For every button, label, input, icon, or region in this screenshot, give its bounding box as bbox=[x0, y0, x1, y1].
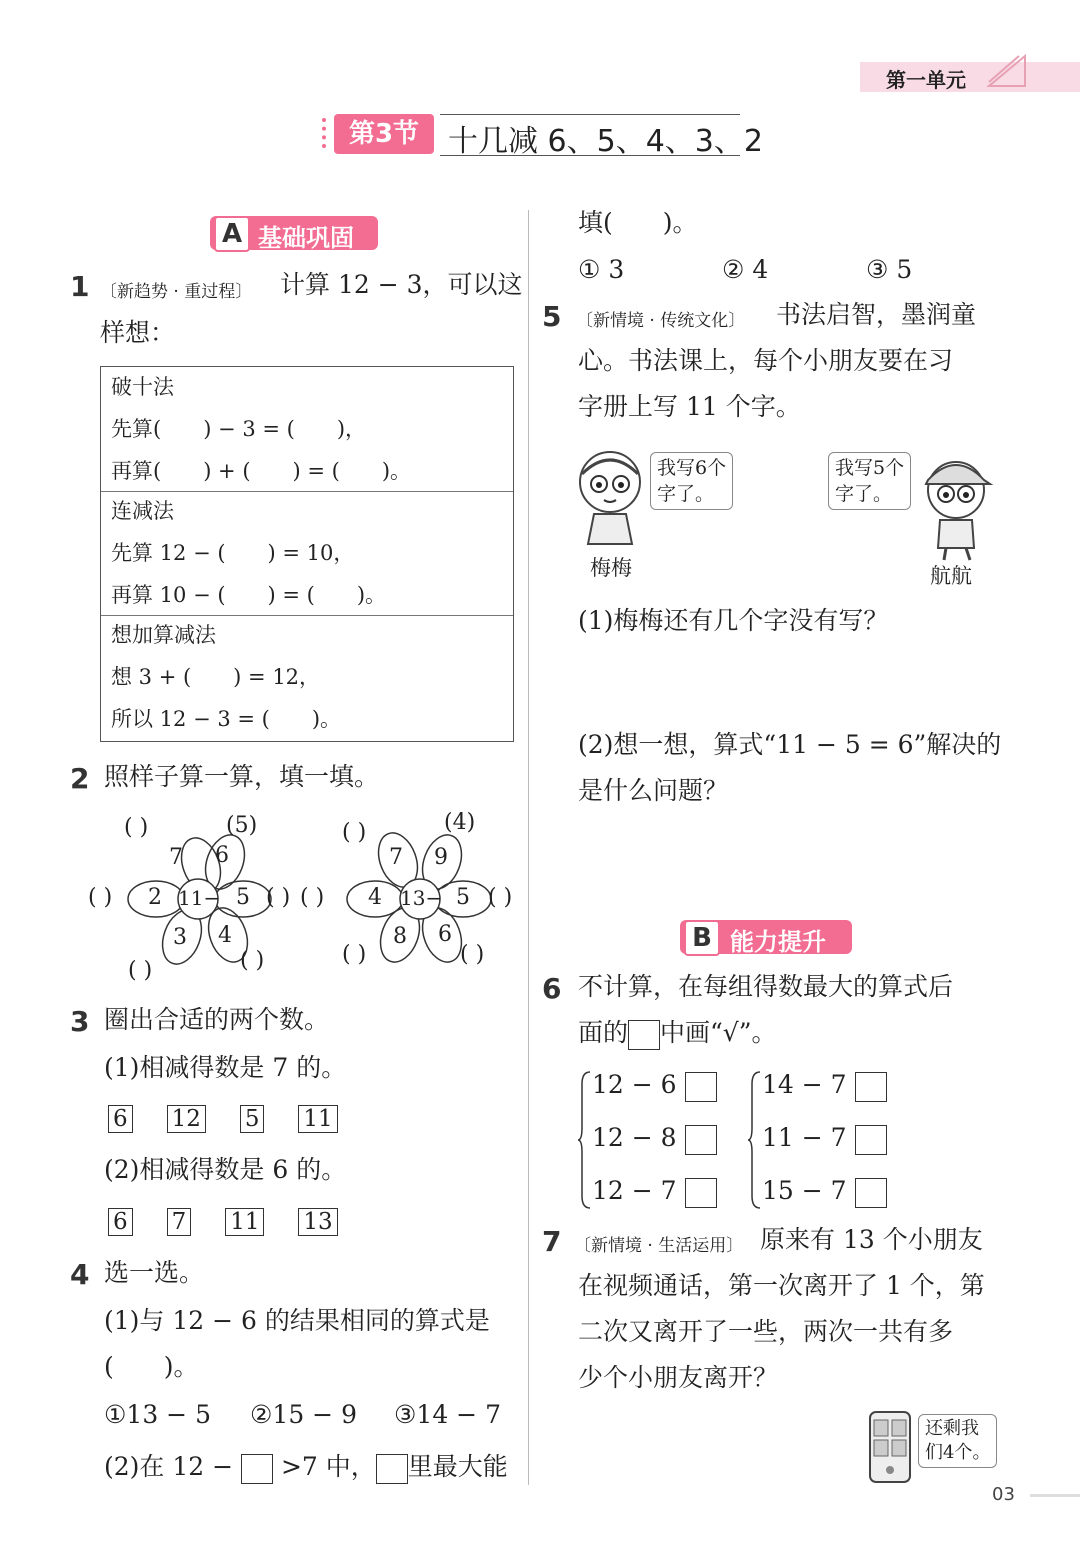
q5-tag: 〔新情境 · 传统文化〕 bbox=[576, 311, 746, 331]
q4-part1: (1)与 12 − 6 的结果相同的算式是 bbox=[104, 1306, 490, 1335]
page-number-rule bbox=[1030, 1494, 1080, 1497]
q6-text2a: 面的 bbox=[578, 1018, 629, 1047]
boy-illustration bbox=[918, 450, 994, 562]
q2-text: 照样子算一算，填一填。 bbox=[104, 762, 380, 791]
check-box[interactable] bbox=[855, 1178, 887, 1208]
q7-text3: 二次又离开了一些，两次一共有多 bbox=[578, 1317, 954, 1346]
petal-value: 2 bbox=[148, 885, 162, 910]
outer-value: (4) bbox=[444, 810, 476, 835]
expr-row bbox=[762, 1176, 887, 1208]
number-card[interactable]: 6 bbox=[108, 1208, 133, 1236]
expr-row bbox=[762, 1070, 887, 1102]
q7-number: 7 bbox=[542, 1225, 562, 1258]
outer-blank: ( ) bbox=[88, 885, 113, 910]
speech-line: 还剩我 bbox=[925, 1418, 979, 1439]
outer-blank: ( ) bbox=[124, 815, 149, 840]
q1-number: 1 bbox=[70, 270, 90, 303]
expression: 14 − 7 bbox=[762, 1070, 847, 1099]
section-a-label: 基础巩固 bbox=[258, 224, 354, 252]
q4-option[interactable]: ③14 − 7 bbox=[394, 1400, 501, 1429]
page-number: 03 bbox=[992, 1484, 1015, 1505]
outer-blank: ( ) bbox=[128, 958, 153, 983]
q3-numbers-1 bbox=[108, 1103, 338, 1133]
phone-video-icon bbox=[868, 1410, 912, 1484]
expr-row bbox=[592, 1176, 717, 1208]
check-box[interactable] bbox=[685, 1178, 717, 1208]
speech-line: 我写5个 bbox=[835, 457, 905, 479]
method-line: 想 3 + ( ) = 12， bbox=[111, 665, 321, 689]
method-line: 所以 12 − 3 = ( )。 bbox=[111, 707, 342, 731]
checkbox-sample bbox=[628, 1020, 660, 1050]
number-card[interactable]: 12 bbox=[167, 1105, 206, 1133]
speech-line: 字了。 bbox=[657, 483, 715, 505]
q5-part2a: (2)想一想，算式“11 − 5 = 6”解决的 bbox=[578, 730, 1002, 759]
check-box[interactable] bbox=[685, 1125, 717, 1155]
petal-value: 6 bbox=[438, 922, 452, 947]
q5-text2: 心。书法课上，每个小朋友要在习 bbox=[578, 346, 954, 375]
speech-line: 字了。 bbox=[835, 483, 893, 505]
expression: 12 − 8 bbox=[592, 1123, 677, 1152]
q3-part1: (1)相减得数是 7 的。 bbox=[104, 1053, 347, 1082]
q5-part2b: 是什么问题？ bbox=[578, 776, 729, 805]
title-dots bbox=[322, 118, 334, 148]
method-line: 先算( ) − 3 = ( )， bbox=[111, 417, 367, 441]
q3-numbers-2 bbox=[108, 1206, 338, 1236]
petal-value: 3 bbox=[173, 925, 187, 950]
outer-blank: ( ) bbox=[342, 820, 367, 845]
method-name: 连减法 bbox=[111, 499, 174, 523]
answer-box[interactable] bbox=[241, 1454, 273, 1484]
expr-row bbox=[592, 1123, 717, 1155]
section-badge: 第3节 bbox=[334, 114, 434, 154]
check-box[interactable] bbox=[855, 1125, 887, 1155]
outer-value: (5) bbox=[226, 813, 258, 838]
q1-methods-table bbox=[100, 366, 514, 742]
q4-part2-c: 里最大能 bbox=[407, 1452, 508, 1481]
q3-part2: (2)相减得数是 6 的。 bbox=[104, 1155, 347, 1184]
number-card[interactable]: 11 bbox=[225, 1208, 264, 1236]
flower-center: 13− bbox=[400, 886, 443, 910]
section-b-letter: B bbox=[684, 920, 720, 956]
number-card[interactable]: 7 bbox=[167, 1208, 192, 1236]
q3-text: 圈出合适的两个数。 bbox=[104, 1005, 330, 1034]
q1-tag: 〔新趋势 · 重过程〕 bbox=[100, 282, 253, 302]
q3-number: 3 bbox=[70, 1005, 90, 1038]
girl-name: 梅梅 bbox=[590, 556, 632, 580]
speech-line: 我写6个 bbox=[657, 457, 727, 479]
page-title: 十几减 6、5、4、3、2 bbox=[448, 124, 763, 159]
section-a-letter: A bbox=[214, 216, 250, 252]
number-card[interactable]: 11 bbox=[298, 1105, 337, 1133]
q4-number: 4 bbox=[70, 1258, 90, 1291]
outer-blank: ( ) bbox=[342, 942, 367, 967]
q6-text2b: 中画“√”。 bbox=[660, 1018, 777, 1047]
phone-speech-bubble bbox=[918, 1414, 997, 1468]
check-box[interactable] bbox=[685, 1072, 717, 1102]
speech-line: 们4个。 bbox=[925, 1442, 991, 1463]
girl-speech-bubble bbox=[650, 452, 733, 510]
q4-part2-b: >7 中， bbox=[273, 1452, 376, 1481]
expression: 15 − 7 bbox=[762, 1176, 847, 1205]
outer-blank: ( ) bbox=[240, 948, 265, 973]
q4-option[interactable]: ②15 − 9 bbox=[250, 1400, 357, 1429]
number-card[interactable]: 6 bbox=[108, 1105, 133, 1133]
flower-center: 11− bbox=[178, 886, 221, 910]
boy-speech-bubble bbox=[828, 452, 911, 510]
q2-number: 2 bbox=[70, 762, 90, 795]
q7-text4: 少个小朋友离开？ bbox=[578, 1363, 779, 1392]
petal-value: 7 bbox=[389, 845, 403, 870]
petal-value: 7 bbox=[169, 845, 183, 870]
q1-text2: 样想： bbox=[100, 318, 176, 347]
outer-blank: ( ) bbox=[460, 942, 485, 967]
check-box[interactable] bbox=[855, 1072, 887, 1102]
number-card[interactable]: 5 bbox=[240, 1105, 265, 1133]
q4-option[interactable]: ③ 5 bbox=[866, 255, 913, 284]
q4-option[interactable]: ① 3 bbox=[578, 255, 625, 284]
q4-text: 选一选。 bbox=[104, 1258, 205, 1287]
answer-box[interactable] bbox=[376, 1454, 408, 1484]
expr-row bbox=[592, 1070, 717, 1102]
q5-part1: (1)梅梅还有几个字没有写？ bbox=[578, 606, 889, 635]
ruler-triangle-icon bbox=[985, 52, 1030, 88]
petal-value: 5 bbox=[236, 885, 250, 910]
unit-label: 第一单元 bbox=[886, 68, 966, 92]
q1-text: 计算 12 − 3，可以这 bbox=[280, 270, 523, 299]
q4-part1-blank[interactable]: ( )。 bbox=[104, 1352, 199, 1381]
brace-2 bbox=[748, 1070, 762, 1214]
q6-text1: 不计算，在每组得数最大的算式后 bbox=[578, 972, 954, 1001]
q5-text1: 书法启智，墨润童 bbox=[776, 300, 977, 329]
number-card[interactable]: 13 bbox=[298, 1208, 337, 1236]
expr-row bbox=[762, 1123, 887, 1155]
petal-value: 9 bbox=[434, 845, 448, 870]
outer-blank: ( ) bbox=[488, 885, 513, 910]
method-name: 破十法 bbox=[111, 375, 174, 399]
q5-number: 5 bbox=[542, 300, 562, 333]
outer-blank: ( ) bbox=[266, 885, 291, 910]
petal-value: 6 bbox=[215, 843, 229, 868]
q4-part2-d[interactable]: 填( )。 bbox=[578, 208, 698, 237]
q4-part2 bbox=[104, 1452, 508, 1484]
method-line: 再算 10 − ( ) = ( )。 bbox=[111, 583, 387, 607]
q7-tag: 〔新情境 · 生活运用〕 bbox=[574, 1236, 744, 1256]
petal-value: 5 bbox=[456, 885, 470, 910]
q6-text2 bbox=[578, 1018, 777, 1050]
outer-blank: ( ) bbox=[300, 885, 325, 910]
petal-value: 8 bbox=[393, 924, 407, 949]
q4-option[interactable]: ② 4 bbox=[722, 255, 769, 284]
expression: 12 − 6 bbox=[592, 1070, 677, 1099]
petal-value: 4 bbox=[218, 923, 232, 948]
method-name: 想加算减法 bbox=[111, 623, 216, 647]
q4-part2-a: (2)在 12 − bbox=[104, 1452, 242, 1481]
petal-value: 4 bbox=[368, 885, 382, 910]
q4-option[interactable]: ①13 − 5 bbox=[104, 1400, 211, 1429]
boy-name: 航航 bbox=[930, 564, 972, 588]
q6-number: 6 bbox=[542, 972, 562, 1005]
q5-text3: 字册上写 11 个字。 bbox=[578, 392, 801, 421]
q7-text1: 原来有 13 个小朋友 bbox=[760, 1225, 983, 1254]
method-line: 再算( ) + ( ) = ( )。 bbox=[111, 459, 412, 483]
expression: 12 − 7 bbox=[592, 1176, 677, 1205]
method-line: 先算 12 − ( ) = 10， bbox=[111, 541, 355, 565]
q7-text2: 在视频通话，第一次离开了 1 个，第 bbox=[578, 1271, 985, 1300]
expression: 11 − 7 bbox=[762, 1123, 847, 1152]
section-b-label: 能力提升 bbox=[730, 928, 826, 956]
girl-illustration bbox=[572, 442, 648, 554]
